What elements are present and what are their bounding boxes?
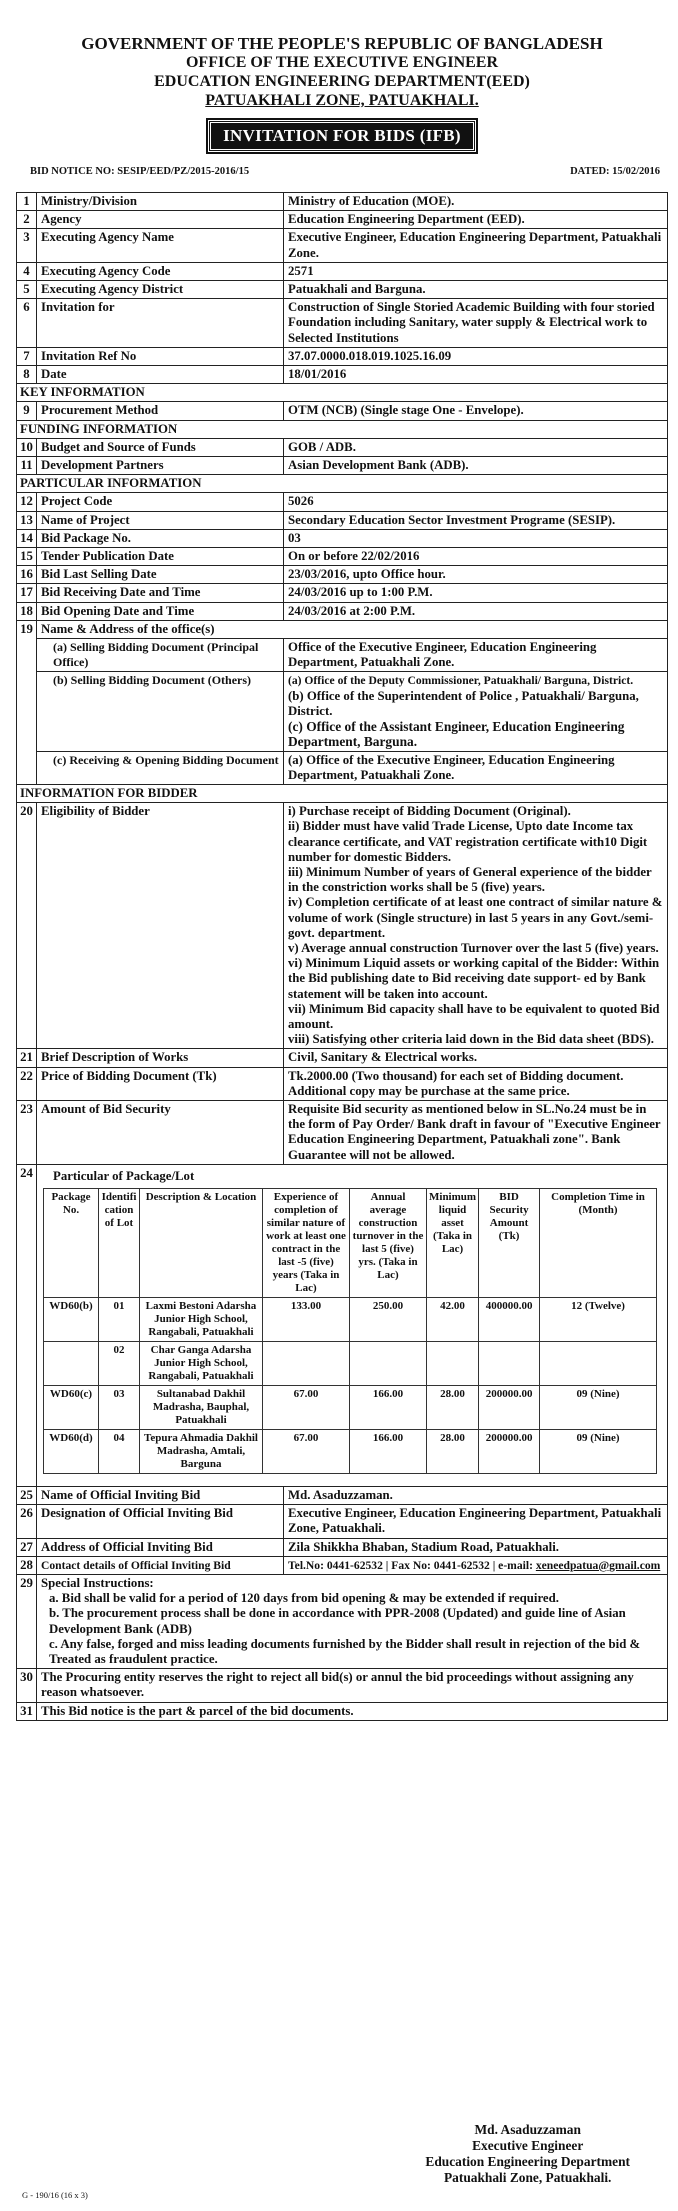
col-header: Description & Location bbox=[140, 1188, 263, 1297]
footer-code: G - 190/16 (16 x 3) bbox=[22, 2190, 88, 2200]
table-row bbox=[17, 639, 668, 672]
experience-value: 67.00 bbox=[263, 1429, 350, 1473]
row-value: Ministry of Education (MOE). bbox=[284, 193, 668, 211]
row-value: The Procuring entity reserves the right to reject all bid(s) or annul the bid proceedings without assigning any reason whatsoever. bbox=[37, 1669, 668, 1702]
turnover-value: 166.00 bbox=[350, 1385, 427, 1429]
experience-value: 133.00 bbox=[263, 1297, 350, 1341]
row-number: 15 bbox=[17, 548, 37, 566]
lot-id: 03 bbox=[99, 1385, 140, 1429]
completion-time: 09 (Nine) bbox=[540, 1385, 657, 1429]
table-row bbox=[17, 262, 668, 280]
row-sublabel: (b) Selling Bidding Document (Others) bbox=[37, 672, 284, 751]
package-header-row bbox=[44, 1188, 657, 1297]
col-header: Completion Time in (Month) bbox=[540, 1188, 657, 1297]
table-row bbox=[17, 602, 668, 620]
row-number: 2 bbox=[17, 211, 37, 229]
package-no: WD60(d) bbox=[44, 1429, 99, 1473]
bid-security-value: 200000.00 bbox=[479, 1385, 540, 1429]
row-label: Project Code bbox=[37, 493, 284, 511]
row-number: 11 bbox=[17, 457, 37, 475]
col-header: Package No. bbox=[44, 1188, 99, 1297]
row-label: Invitation for bbox=[37, 299, 284, 348]
row-number: 22 bbox=[17, 1067, 37, 1100]
row-label: Bid Receiving Date and Time bbox=[37, 584, 284, 602]
row-value: Executive Engineer, Education Engineering Department, Patuakhali Zone, Patuakhali. bbox=[284, 1505, 668, 1538]
row-label: Name & Address of the office(s) bbox=[37, 620, 668, 638]
table-row bbox=[17, 511, 668, 529]
row-number: 16 bbox=[17, 566, 37, 584]
row-number: 9 bbox=[17, 402, 37, 420]
row-number: 23 bbox=[17, 1100, 37, 1164]
turnover-value: 250.00 bbox=[350, 1297, 427, 1341]
row-value: 37.07.0000.018.019.1025.16.09 bbox=[284, 347, 668, 365]
table-row bbox=[17, 1669, 668, 1702]
fax: Fax No: 0441-62532 bbox=[391, 1558, 490, 1572]
table-row bbox=[17, 493, 668, 511]
row-number: 26 bbox=[17, 1505, 37, 1538]
section-heading-row bbox=[17, 384, 668, 402]
row-label: Tender Publication Date bbox=[37, 548, 284, 566]
eligibility-item: v) Average annual construction Turnover over the last 5 (five) years. bbox=[288, 940, 659, 955]
table-row bbox=[17, 1486, 668, 1504]
ifb-table bbox=[16, 192, 668, 1721]
package-table bbox=[43, 1188, 657, 1474]
row-label: Procurement Method bbox=[37, 402, 284, 420]
section-particular-information: PARTICULAR INFORMATION bbox=[17, 475, 668, 493]
liquid-asset-value: 28.00 bbox=[427, 1385, 479, 1429]
table-row bbox=[17, 1164, 668, 1486]
package-no bbox=[44, 1341, 99, 1385]
row-value: Requisite Bid security as mentioned below in SL.No.24 must be in the form of Pay Order/ Bank draft in favour of "Executive Engineer Education Engineering Department, Patuakhali zone". Bank Guarantee will not be allowed. bbox=[284, 1100, 668, 1164]
table-row bbox=[17, 211, 668, 229]
eligibility-item: viii) Satisfying other criteria laid down in the Bid data sheet (BDS). bbox=[288, 1032, 654, 1047]
row-label: Agency bbox=[37, 211, 284, 229]
section-heading-row bbox=[17, 475, 668, 493]
section-key-information: KEY INFORMATION bbox=[17, 384, 668, 402]
package-row bbox=[44, 1429, 657, 1473]
signatory-title: Executive Engineer bbox=[472, 2138, 584, 2153]
row-number: 31 bbox=[17, 1702, 37, 1720]
row-value: Education Engineering Department (EED). bbox=[284, 211, 668, 229]
signatory-zone: Patuakhali Zone, Patuakhali. bbox=[443, 2170, 612, 2185]
row-number: 30 bbox=[17, 1669, 37, 1702]
row-value: OTM (NCB) (Single stage One - Envelope). bbox=[284, 402, 668, 420]
instruction-item: c. Any false, forged and miss leading documents furnished by the Bidder shall result in rejection of the bid & Treated as fraudulent practice. bbox=[49, 1636, 641, 1667]
row-label: Development Partners bbox=[37, 457, 284, 475]
row-number: 27 bbox=[17, 1538, 37, 1556]
header-line-1: GOVERNMENT OF THE PEOPLE'S REPUBLIC OF BANGLADESH bbox=[81, 34, 603, 53]
row-value: On or before 22/02/2016 bbox=[284, 548, 668, 566]
row-number: 5 bbox=[17, 281, 37, 299]
row-value: Executive Engineer, Education Engineering Department, Patuakhali Zone. bbox=[284, 229, 668, 262]
table-row bbox=[17, 529, 668, 547]
office-deputy-commissioner: (a) Office of the Deputy Commissioner, Patuakhali/ Barguna, District. bbox=[288, 674, 634, 688]
contact-details: Tel.No: 0441-62532 | Fax No: 0441-62532 | e-mail: xeneedpatua@gmail.com bbox=[284, 1556, 668, 1574]
table-row bbox=[17, 438, 668, 456]
completion-time: 12 (Twelve) bbox=[540, 1297, 657, 1341]
row-value: 5026 bbox=[284, 493, 668, 511]
table-row bbox=[17, 366, 668, 384]
row-label: Name of Official Inviting Bid bbox=[37, 1486, 284, 1504]
eligibility-item: iii) Minimum Number of years of General experience of the bidder in the constriction works shall be 5 (five) years. bbox=[288, 864, 652, 895]
row-number: 28 bbox=[17, 1556, 37, 1574]
table-row bbox=[17, 548, 668, 566]
section-heading-row bbox=[17, 784, 668, 802]
package-no: WD60(c) bbox=[44, 1385, 99, 1429]
eligibility-item: i) Purchase receipt of Bidding Document (Original). bbox=[288, 804, 571, 819]
row-number: 4 bbox=[17, 262, 37, 280]
email-label: e-mail: bbox=[498, 1558, 533, 1572]
row-label: Executing Agency District bbox=[37, 281, 284, 299]
table-row bbox=[17, 457, 668, 475]
table-row bbox=[17, 1702, 668, 1720]
row-value: (a) Office of the Executive Engineer, Education Engineering Department, Patuakhali Zone. bbox=[284, 751, 668, 784]
row-number: 3 bbox=[17, 229, 37, 262]
row-number: 19 bbox=[17, 620, 37, 784]
section-heading-row bbox=[17, 420, 668, 438]
row-number: 24 bbox=[17, 1164, 37, 1486]
row-value: Zila Shikkha Bhaban, Stadium Road, Patuakhali. bbox=[284, 1538, 668, 1556]
row-value: 03 bbox=[284, 529, 668, 547]
ifb-banner: INVITATION FOR BIDS (IFB) bbox=[208, 120, 476, 152]
office-superintendent: (b) Office of the Superintendent of Police , Patuakhali/ Barguna, District. bbox=[288, 688, 639, 718]
package-row bbox=[44, 1341, 657, 1385]
row-label: Name of Project bbox=[37, 511, 284, 529]
table-row bbox=[17, 672, 668, 751]
row-number: 12 bbox=[17, 493, 37, 511]
instruction-item: b. The procurement process shall be done in accordance with PPR-2008 (Updated) and guide line of Asian Development Bank (ADB) bbox=[49, 1606, 626, 1636]
row-label: Brief Description of Works bbox=[37, 1049, 284, 1067]
table-row bbox=[17, 1100, 668, 1164]
row-value: 24/03/2016 at 2:00 P.M. bbox=[284, 602, 668, 620]
lot-id: 04 bbox=[99, 1429, 140, 1473]
row-number: 29 bbox=[17, 1575, 37, 1669]
table-row bbox=[17, 1505, 668, 1538]
table-row bbox=[17, 584, 668, 602]
row-number: 6 bbox=[17, 299, 37, 348]
lot-id: 02 bbox=[99, 1341, 140, 1385]
col-header: Experience of completion of similar nature of work at least one contract in the last -5 (five) years (Taka in Lac) bbox=[263, 1188, 350, 1297]
row-number: 10 bbox=[17, 438, 37, 456]
row-label: Contact details of Official Inviting Bid bbox=[37, 1556, 284, 1574]
notice-date: DATED: 15/02/2016 bbox=[570, 166, 660, 177]
row-value: 18/01/2016 bbox=[284, 366, 668, 384]
row-label: Bid Opening Date and Time bbox=[37, 602, 284, 620]
bid-security-value: 200000.00 bbox=[479, 1429, 540, 1473]
row-value: Md. Asaduzzaman. bbox=[284, 1486, 668, 1504]
row-label: Designation of Official Inviting Bid bbox=[37, 1505, 284, 1538]
table-row bbox=[17, 1538, 668, 1556]
package-row bbox=[44, 1297, 657, 1341]
eligibility-item: ii) Bidder must have valid Trade License, Upto date Income tax clearance certificate, and VAT registration certificate with10 Digit number for domestic Bidders. bbox=[288, 819, 648, 864]
completion-time: 09 (Nine) bbox=[540, 1429, 657, 1473]
row-value: 24/03/2016 up to 1:00 P.M. bbox=[284, 584, 668, 602]
telephone: Tel.No: 0441-62532 bbox=[288, 1558, 383, 1572]
office-assistant-engineer: (c) Office of the Assistant Engineer, Education Engineering Department, Barguna. bbox=[288, 719, 625, 750]
col-header: Identifi cation of Lot bbox=[99, 1188, 140, 1297]
special-instructions bbox=[37, 1575, 668, 1669]
row-label: Amount of Bid Security bbox=[37, 1100, 284, 1164]
row-label: Price of Bidding Document (Tk) bbox=[37, 1067, 284, 1100]
experience-value: 67.00 bbox=[263, 1385, 350, 1429]
row-label: Ministry/Division bbox=[37, 193, 284, 211]
row-value: 2571 bbox=[284, 262, 668, 280]
signature-block bbox=[425, 2122, 630, 2186]
table-row bbox=[17, 229, 668, 262]
row-label: Eligibility of Bidder bbox=[37, 803, 284, 1049]
col-header: Minimum liquid asset (Taka in Lac) bbox=[427, 1188, 479, 1297]
table-row bbox=[17, 1556, 668, 1574]
row-sublabel: (a) Selling Bidding Document (Principal Office) bbox=[37, 639, 284, 672]
notice-bar bbox=[16, 166, 668, 186]
table-row bbox=[17, 751, 668, 784]
package-row bbox=[44, 1385, 657, 1429]
header-line-2: OFFICE OF THE EXECUTIVE ENGINEER bbox=[185, 54, 499, 71]
row-value: Civil, Sanitary & Electrical works. bbox=[284, 1049, 668, 1067]
table-row bbox=[17, 193, 668, 211]
table-row bbox=[17, 281, 668, 299]
bid-security-value bbox=[479, 1341, 540, 1385]
row-value: 23/03/2016, upto Office hour. bbox=[284, 566, 668, 584]
row-value: This Bid notice is the part & parcel of the bid documents. bbox=[37, 1702, 668, 1720]
row-label: Date bbox=[37, 366, 284, 384]
package-cell bbox=[37, 1164, 668, 1486]
signatory-name: Md. Asaduzzaman bbox=[474, 2122, 581, 2137]
row-label: Bid Last Selling Date bbox=[37, 566, 284, 584]
liquid-asset-value bbox=[427, 1341, 479, 1385]
lot-description: Laxmi Bestoni Adarsha Junior High School, Rangabali, Patuakhali bbox=[140, 1297, 263, 1341]
row-number: 18 bbox=[17, 602, 37, 620]
row-value: Tk.2000.00 (Two thousand) for each set of Bidding document. Additional copy may be purchase at the same price. bbox=[284, 1067, 668, 1100]
row-number: 1 bbox=[17, 193, 37, 211]
header-line-3: EDUCATION ENGINEERING DEPARTMENT(EED) bbox=[154, 73, 530, 90]
row-label: Executing Agency Code bbox=[37, 262, 284, 280]
lot-description: Sultanabad Dakhil Madrasha, Bauphal, Patuakhali bbox=[140, 1385, 263, 1429]
table-row bbox=[17, 566, 668, 584]
table-row bbox=[17, 620, 668, 638]
turnover-value: 166.00 bbox=[350, 1429, 427, 1473]
section-information-for-bidder: INFORMATION FOR BIDDER bbox=[17, 784, 668, 802]
row-number: 14 bbox=[17, 529, 37, 547]
row-number: 13 bbox=[17, 511, 37, 529]
row-number: 25 bbox=[17, 1486, 37, 1504]
row-label: Invitation Ref No bbox=[37, 347, 284, 365]
special-instructions-title: Special Instructions: bbox=[41, 1576, 154, 1590]
experience-value bbox=[263, 1341, 350, 1385]
eligibility-item: vi) Minimum Liquid assets or working capital of the Bidder: Within the Bid publishing date to Bid receiving date support- ed by Bank statement will be taken into account. bbox=[288, 956, 660, 1001]
email-link[interactable]: xeneedpatua@gmail.com bbox=[535, 1558, 661, 1572]
eligibility-list bbox=[284, 803, 668, 1049]
table-row bbox=[17, 299, 668, 348]
table-row bbox=[17, 402, 668, 420]
col-header: BID Security Amount (Tk) bbox=[479, 1188, 540, 1297]
row-number: 8 bbox=[17, 366, 37, 384]
row-value: Patuakhali and Barguna. bbox=[284, 281, 668, 299]
row-value bbox=[284, 672, 668, 751]
signatory-department: Education Engineering Department bbox=[425, 2154, 630, 2169]
package-no: WD60(b) bbox=[44, 1297, 99, 1341]
instruction-item: a. Bid shall be valid for a period of 120 days from bid opening & may be extended if required. bbox=[49, 1591, 559, 1606]
row-sublabel: (c) Receiving & Opening Bidding Document bbox=[37, 751, 284, 784]
table-row bbox=[17, 803, 668, 1049]
row-value: GOB / ADB. bbox=[284, 438, 668, 456]
lot-id: 01 bbox=[99, 1297, 140, 1341]
header bbox=[16, 0, 668, 110]
eligibility-item: iv) Completion certificate of at least one contract of similar nature & volume of work (Single structure) in last 5 years in any Govt./semi-govt. department. bbox=[288, 895, 663, 940]
row-value: Secondary Education Sector Investment Programe (SESIP). bbox=[284, 511, 668, 529]
section-funding-information: FUNDING INFORMATION bbox=[17, 420, 668, 438]
row-label: Address of Official Inviting Bid bbox=[37, 1538, 284, 1556]
row-number: 21 bbox=[17, 1049, 37, 1067]
col-header: Annual average construction turnover in the last 5 (five) yrs. (Taka in Lac) bbox=[350, 1188, 427, 1297]
lot-description: Char Ganga Adarsha Junior High School, Rangabali, Patuakhali bbox=[140, 1341, 263, 1385]
completion-time bbox=[540, 1341, 657, 1385]
liquid-asset-value: 28.00 bbox=[427, 1429, 479, 1473]
row-label: Bid Package No. bbox=[37, 529, 284, 547]
liquid-asset-value: 42.00 bbox=[427, 1297, 479, 1341]
row-number: 20 bbox=[17, 803, 37, 1049]
bid-security-value: 400000.00 bbox=[479, 1297, 540, 1341]
table-row bbox=[17, 1575, 668, 1669]
row-number: 17 bbox=[17, 584, 37, 602]
lot-description: Tepura Ahmadia Dakhil Madrasha, Amtali, Barguna bbox=[140, 1429, 263, 1473]
bid-notice-number: BID NOTICE NO: SESIP/EED/PZ/2015-2016/15 bbox=[30, 166, 250, 177]
package-title: Particular of Package/Lot bbox=[53, 1168, 195, 1183]
row-value: Office of the Executive Engineer, Education Engineering Department, Patuakhali Zone. bbox=[284, 639, 668, 672]
turnover-value bbox=[350, 1341, 427, 1385]
table-row bbox=[17, 1049, 668, 1067]
table-row bbox=[17, 347, 668, 365]
header-line-4: PATUAKHALI ZONE, PATUAKHALI. bbox=[205, 92, 479, 109]
row-label: Budget and Source of Funds bbox=[37, 438, 284, 456]
row-value: Asian Development Bank (ADB). bbox=[284, 457, 668, 475]
row-label: Executing Agency Name bbox=[37, 229, 284, 262]
row-number: 7 bbox=[17, 347, 37, 365]
row-value: Construction of Single Storied Academic Building with four storied Foundation including Sanitary, water supply & Electrical work to Selected Institutions bbox=[284, 299, 668, 348]
eligibility-item: vii) Minimum Bid capacity shall have to be equivalent to quoted Bid amount. bbox=[288, 1001, 660, 1031]
table-row bbox=[17, 1067, 668, 1100]
